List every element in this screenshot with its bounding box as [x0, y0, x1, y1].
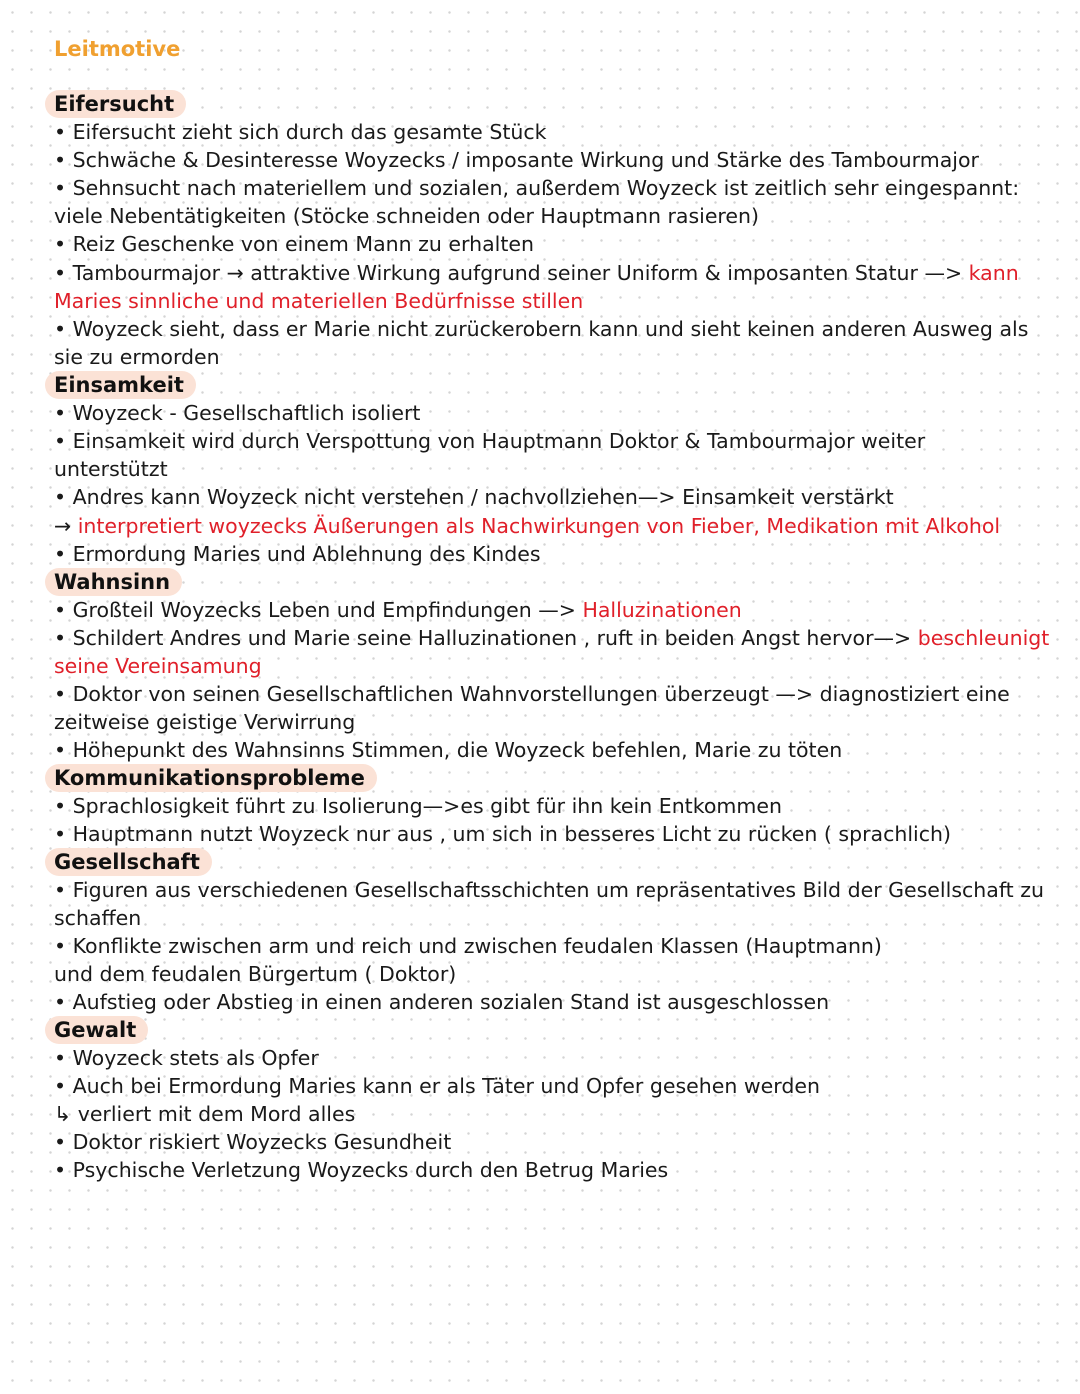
section-einsamkeit: [54, 371, 1070, 568]
bullet-list: [54, 399, 1070, 568]
list-item: • Figuren aus verschiedenen Gesellschaftsschichten um repräsentatives Bild der Gesellschaft zu schaffen: [54, 878, 1044, 930]
bullet-list: [54, 876, 1070, 1016]
section-gewalt: [54, 1016, 1070, 1184]
list-item: • Psychische Verletzung Woyzecks durch den Betrug Maries: [54, 1158, 669, 1182]
section-wahnsinn: [54, 568, 1070, 764]
list-item: • Doktor von seinen Gesellschaftlichen Wahnvorstellungen überzeugt —> diagnostiziert eine zeitweise geistige Verwirrung: [54, 682, 1010, 734]
emphasis-text: beschleunigt seine Vereinsamung: [54, 626, 1050, 678]
list-item: • Sprachlosigkeit führt zu Isolierung—>es gibt für ihn kein Entkommen: [54, 794, 782, 818]
list-item: • Hauptmann nutzt Woyzeck nur aus , um sich in besseres Licht zu rücken ( sprachlich): [54, 822, 951, 846]
list-item: • Aufstieg oder Abstieg in einen anderen sozialen Stand ist ausgeschlossen: [54, 990, 830, 1014]
list-item: • Konflikte zwischen arm und reich und zwischen feudalen Klassen (Hauptmann) und dem feudalen Bürgertum ( Doktor): [54, 934, 882, 986]
bullet-list: [54, 118, 1070, 371]
list-item: • Woyzeck stets als Opfer: [54, 1046, 319, 1070]
bullet-list: [54, 792, 1070, 848]
section-heading: Gesellschaft: [45, 848, 212, 876]
list-item: • Schildert Andres und Marie seine Halluzinationen , ruft in beiden Angst hervor—> beschleunigt seine Vereinsamung: [54, 626, 1050, 678]
list-item: • Sehnsucht nach materiellem und sozialen, außerdem Woyzeck ist zeitlich sehr eingespannt: viele Nebentätigkeiten (Stöcke schneiden oder Hauptmann rasieren): [54, 176, 1020, 228]
list-item: • Eifersucht zieht sich durch das gesamte Stück: [54, 120, 547, 144]
list-item: • Doktor riskiert Woyzecks Gesundheit: [54, 1130, 452, 1154]
section-eifersucht: [54, 90, 1070, 371]
bullet-list: [54, 1044, 1070, 1184]
list-item: → interpretiert woyzecks Äußerungen als Nachwirkungen von Fieber, Medikation mit Alkohol: [54, 514, 1001, 538]
list-item: • Einsamkeit wird durch Verspottung von Hauptmann Doktor & Tambourmajor weiter unterstützt: [54, 429, 926, 481]
section-heading: Einsamkeit: [45, 371, 196, 399]
section-heading: Wahnsinn: [45, 568, 182, 596]
page-title: Leitmotive: [54, 37, 181, 61]
list-item: • Andres kann Woyzeck nicht verstehen / nachvollziehen—> Einsamkeit verstärkt: [54, 485, 894, 509]
section-heading: Eifersucht: [45, 90, 186, 118]
section-heading: Kommunikationsprobleme: [45, 764, 377, 792]
list-item: • Ermordung Maries und Ablehnung des Kindes: [54, 542, 541, 566]
emphasis-text: interpretiert woyzecks Äußerungen als Nachwirkungen von Fieber, Medikation mit Alkohol: [77, 514, 1001, 538]
bullet-list: [54, 596, 1070, 764]
list-item: • Reiz Geschenke von einem Mann zu erhalten: [54, 232, 535, 256]
list-item: • Woyzeck - Gesellschaftlich isoliert: [54, 401, 421, 425]
section-kommunikationsprobleme: [54, 764, 1070, 848]
section-gesellschaft: [54, 848, 1070, 1016]
list-item: • Tambourmajor → attraktive Wirkung aufgrund seiner Uniform & imposanten Statur —> kann Maries sinnliche und materiellen Bedürfnisse stillen: [54, 261, 1019, 313]
list-item: ↳ verliert mit dem Mord alles: [54, 1102, 356, 1126]
list-item: • Großteil Woyzecks Leben und Empfindungen —> Halluzinationen: [54, 598, 742, 622]
list-item: • Schwäche & Desinteresse Woyzecks / imposante Wirkung und Stärke des Tambourmajor: [54, 148, 979, 172]
notes-page: [54, 34, 1070, 1184]
emphasis-text: Halluzinationen: [582, 598, 742, 622]
section-heading: Gewalt: [45, 1016, 148, 1044]
list-item: • Auch bei Ermordung Maries kann er als Täter und Opfer gesehen werden: [54, 1074, 820, 1098]
list-item: • Höhepunkt des Wahnsinns Stimmen, die Woyzeck befehlen, Marie zu töten: [54, 738, 843, 762]
emphasis-text: kann Maries sinnliche und materiellen Bedürfnisse stillen: [54, 261, 1019, 313]
list-item: • Woyzeck sieht, dass er Marie nicht zurückerobern kann und sieht keinen anderen Ausweg als sie zu ermorden: [54, 317, 1029, 369]
